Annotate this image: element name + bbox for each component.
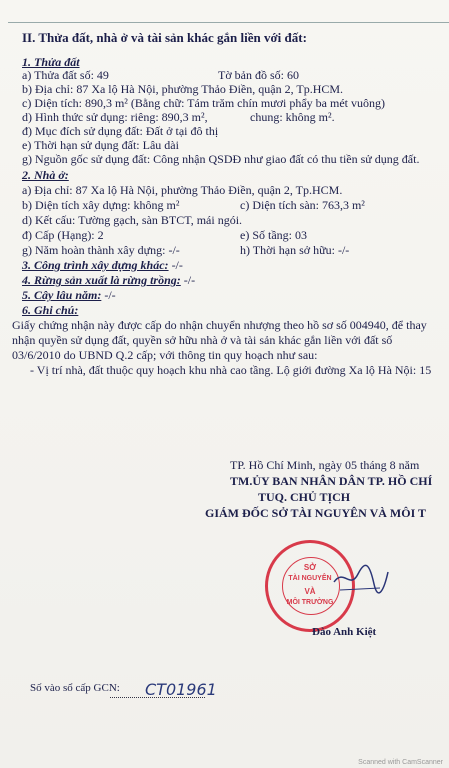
construction-area: b) Diện tích xây dựng: không m²	[22, 198, 180, 212]
usage-form-shared: chung: không m².	[250, 110, 335, 124]
other-works	[22, 258, 183, 272]
planted-forest	[22, 273, 195, 287]
notes-title: 6. Ghi chú:	[22, 303, 79, 317]
note-line-3: 03/6/2010 do UBND Q.2 cấp; với thông tin quy hoạch như sau:	[12, 348, 318, 362]
house-title: 2. Nhà ở:	[22, 168, 69, 182]
seal-line-1: SỞ	[303, 563, 317, 572]
house-grade: đ) Cấp (Hạng): 2	[22, 228, 104, 242]
parcel-number: a) Thửa đất số: 49	[22, 68, 109, 82]
registry-number-value: CT01961	[145, 680, 217, 699]
other-works-label: 3. Công trình xây dựng khác:	[22, 258, 169, 272]
land-use-purpose: đ) Mục đích sử dụng đất: Đất ở tại đô thị	[22, 124, 219, 138]
ownership-term: h) Thời hạn sở hữu: -/-	[240, 243, 350, 257]
floor-count: e) Số tầng: 03	[240, 228, 307, 242]
note-line-2: nhận quyền sử dụng đất, quyền sở hữu nhà ở và tài sản khác gắn liền với đất số	[12, 333, 393, 347]
registry-dotted-line	[110, 697, 205, 698]
land-parcel-title: 1. Thửa đất	[22, 55, 80, 69]
place-date: TP. Hồ Chí Minh, ngày 05 tháng 8 năm	[230, 458, 420, 472]
seal-line-2: TÀI NGUYÊN	[288, 575, 332, 582]
parcel-area: c) Diện tích: 890,3 m² (Bằng chữ: Tám trăm chín mươi phẩy ba mét vuông)	[22, 96, 385, 110]
note-line-4: - Vị trí nhà, đất thuộc quy hoạch khu nhà cao tầng. Lộ giới đường Xa lộ Hà Nội: 15	[30, 363, 432, 377]
perennial-trees-value: -/-	[104, 288, 116, 302]
top-rule	[8, 22, 449, 23]
seal-line-4: MÔI TRƯỜNG	[286, 599, 334, 606]
director-title: GIÁM ĐỐC SỞ TÀI NGUYÊN VÀ MÔI T	[205, 506, 427, 520]
floor-area: c) Diện tích sàn: 763,3 m²	[240, 198, 365, 212]
land-use-origin: g) Nguồn gốc sử dụng đất: Công nhận QSDĐ như giao đất có thu tiền sử dụng đất.	[22, 152, 420, 166]
authorization-line: TUQ. CHỦ TỊCH	[258, 490, 351, 504]
registry-number-label: Số vào sổ cấp GCN:	[30, 682, 120, 694]
perennial-trees-label: 5. Cây lâu năm:	[22, 288, 102, 302]
signature-icon	[330, 560, 390, 600]
planted-forest-label: 4. Rừng sản xuất là rừng trồng:	[22, 273, 181, 287]
map-sheet-number: Tờ bản đồ số: 60	[218, 68, 300, 82]
perennial-trees	[22, 288, 116, 302]
house-structure: d) Kết cấu: Tường gạch, sàn BTCT, mái ngói.	[22, 213, 243, 227]
section-heading: II. Thửa đất, nhà ở và tài sản khác gắn liền với đất:	[22, 30, 307, 45]
parcel-address: b) Địa chỉ: 87 Xa lộ Hà Nội, phường Thảo Điền, quận 2, Tp.HCM.	[22, 82, 344, 96]
house-address: a) Địa chỉ: 87 Xa lộ Hà Nội, phường Thảo Điền, quận 2, Tp.HCM.	[22, 183, 343, 197]
note-line-1: Giấy chứng nhận này được cấp do nhận chuyển nhượng theo hồ sơ số 004940, để thay	[12, 318, 427, 332]
land-use-term: e) Thời hạn sử dụng đất: Lâu dài	[22, 138, 179, 152]
other-works-value: -/-	[171, 258, 183, 272]
completion-year: g) Năm hoàn thành xây dựng: -/-	[22, 243, 180, 257]
scanner-watermark: Scanned with CamScanner	[358, 759, 443, 766]
signer-name: Đào Anh Kiệt	[312, 626, 377, 638]
usage-form-private: d) Hình thức sử dụng: riêng: 890,3 m²,	[22, 110, 208, 124]
planted-forest-value: -/-	[183, 273, 196, 287]
seal-line-3: VÀ	[304, 587, 316, 596]
issuing-authority: TM.ỦY BAN NHÂN DÂN TP. HỒ CHÍ	[230, 474, 433, 488]
